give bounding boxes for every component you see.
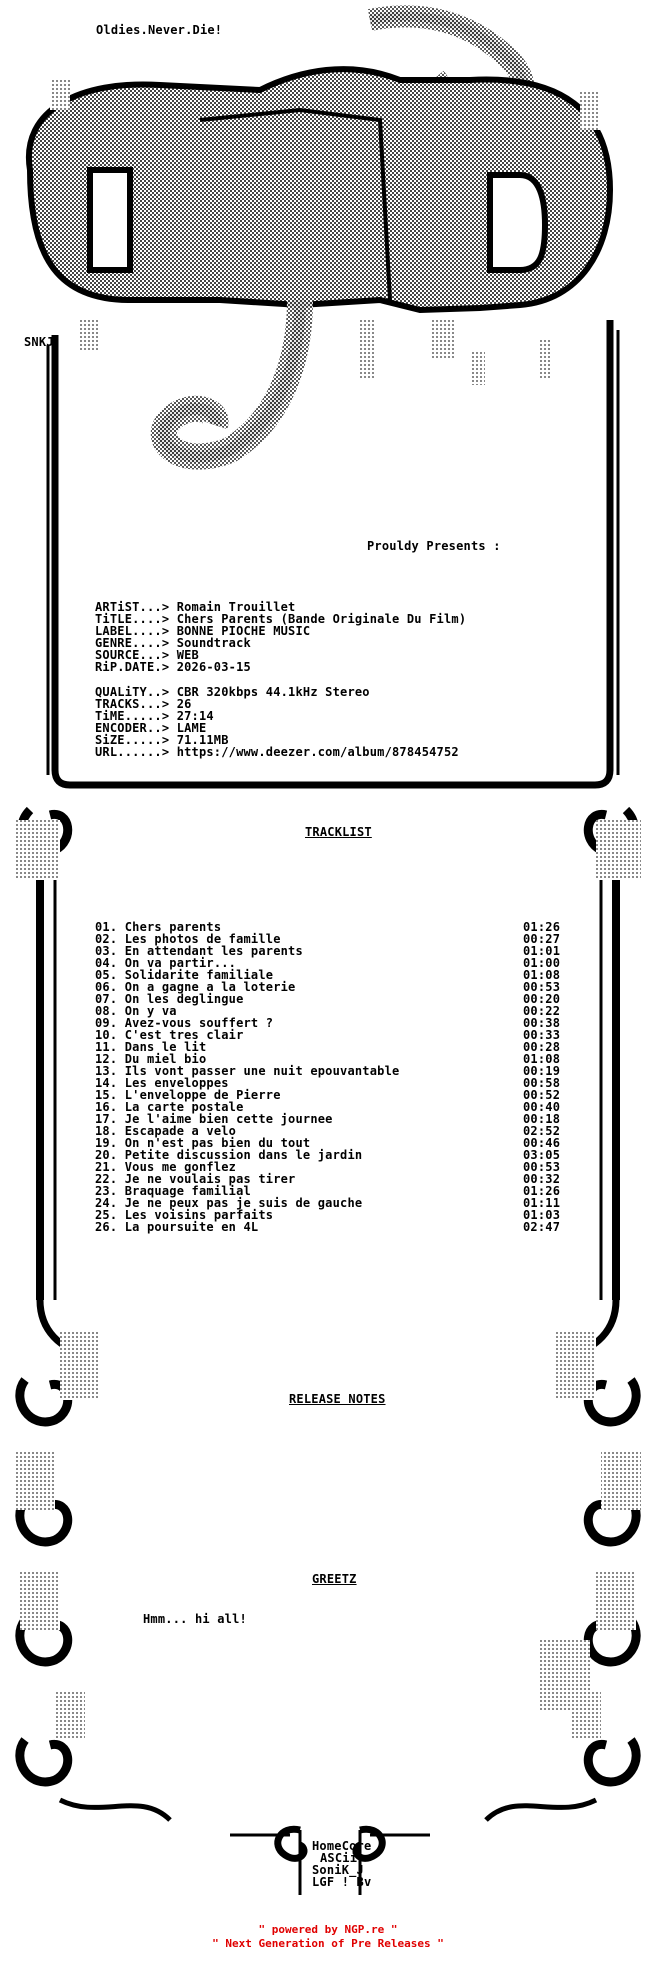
track-duration: 00:18 — [523, 1112, 561, 1126]
track-title: La poursuite en 4L — [124, 1220, 259, 1234]
credit-homecore: HomeCore — [312, 1839, 372, 1853]
info-row-size: SiZE.....> 71.11MB — [95, 733, 229, 747]
track-duration: 00:28 — [523, 1040, 561, 1054]
track-duration: 03:05 — [523, 1148, 561, 1162]
track-number: 21. — [95, 1160, 118, 1174]
track-number: 23. — [95, 1184, 118, 1198]
track-duration: 00:22 — [523, 1004, 561, 1018]
track-number: 01. — [95, 920, 118, 934]
track-title: On n'est pas bien du tout — [124, 1136, 311, 1150]
track-duration: 00:58 — [523, 1076, 561, 1090]
track-title: Petite discussion dans le jardin — [124, 1148, 363, 1162]
release-info — [95, 601, 466, 673]
track-number: 16. — [95, 1100, 118, 1114]
track-title: Les voisins parfaits — [124, 1208, 274, 1222]
track-title: Ils vont passer une nuit epouvantable — [124, 1064, 400, 1078]
track-number: 20. — [95, 1148, 118, 1162]
track-title: Avez-vous souffert ? — [124, 1016, 274, 1030]
track-number: 14. — [95, 1076, 118, 1090]
track-title: C'est tres clair — [124, 1028, 244, 1042]
track-number: 02. — [95, 932, 118, 946]
track-title: On a gagne a la loterie — [124, 980, 296, 994]
track-title: Les photos de famille — [124, 932, 281, 946]
track-number: 13. — [95, 1064, 118, 1078]
track-title: On y va — [124, 1004, 177, 1018]
track-number: 09. — [95, 1016, 118, 1030]
track-title: Du miel bio — [124, 1052, 207, 1066]
credit-ascii: ASCii — [320, 1851, 358, 1865]
track-number: 18. — [95, 1124, 118, 1138]
group-tagline: Oldies.Never.Die! — [96, 23, 223, 37]
track-number: 19. — [95, 1136, 118, 1150]
track-number: 15. — [95, 1088, 118, 1102]
footer-tagline: " Next Generation of Pre Releases " — [212, 1937, 444, 1950]
tracklist — [95, 921, 560, 1233]
track-duration: 02:47 — [523, 1220, 561, 1234]
track-number: 06. — [95, 980, 118, 994]
info-row-quality: QUALiTY..> CBR 320kbps 44.1kHz Stereo — [95, 685, 370, 699]
track-duration: 01:26 — [523, 1184, 561, 1198]
track-title: Je l'aime bien cette journee — [124, 1112, 333, 1126]
track-duration: 00:52 — [523, 1088, 561, 1102]
track-duration: 00:53 — [523, 980, 561, 994]
track-number: 24. — [95, 1196, 118, 1210]
track-duration: 00:40 — [523, 1100, 561, 1114]
track-duration: 01:03 — [523, 1208, 561, 1222]
track-title: L'enveloppe de Pierre — [124, 1088, 281, 1102]
track-title: On les deglingue — [124, 992, 244, 1006]
info-row-url[interactable]: URL......> https://www.deezer.com/album/878454752 — [95, 745, 459, 759]
track-duration: 00:53 — [523, 1160, 561, 1174]
track-number: 11. — [95, 1040, 118, 1054]
info-row-encoder: ENCODER..> LAME — [95, 721, 207, 735]
track-title: Vous me gonflez — [124, 1160, 237, 1174]
ond-logo-art — [29, 16, 610, 456]
track-title: On va partir... — [124, 956, 237, 970]
track-number: 25. — [95, 1208, 118, 1222]
track-title: Escapade a velo — [124, 1124, 237, 1138]
track-title: La carte postale — [124, 1100, 244, 1114]
url-link[interactable]: https://www.deezer.com/album/878454752 — [176, 745, 459, 759]
info-row-tracks: TRACKS...> 26 — [95, 697, 192, 711]
greetz-heading: GREETZ — [312, 1572, 357, 1586]
track-duration: 00:38 — [523, 1016, 561, 1030]
track-duration: 01:08 — [523, 1052, 561, 1066]
info-row-label: LABEL....> BONNE PIOCHE MUSIC — [95, 624, 311, 638]
info-row-time: TiME.....> 27:14 — [95, 709, 214, 723]
artist-credit: SNKJ — [24, 335, 54, 349]
track-title: Les enveloppes — [124, 1076, 229, 1090]
info-row-title: TiTLE....> Chers Parents (Bande Originale Du Film) — [95, 612, 467, 626]
track-duration: 00:19 — [523, 1064, 561, 1078]
track-title: Je ne voulais pas tirer — [124, 1172, 296, 1186]
track-duration: 01:08 — [523, 968, 561, 982]
info-row-source: SOURCE...> WEB — [95, 648, 199, 662]
info-row-artist: ARTiST...> Romain Trouillet — [95, 600, 296, 614]
greetz-text: Hmm... hi all! — [143, 1612, 247, 1626]
credit-sonik: SoniK_J — [312, 1863, 364, 1877]
info-row-genre: GENRE....> Soundtrack — [95, 636, 251, 650]
track-number: 22. — [95, 1172, 118, 1186]
track-duration: 00:32 — [523, 1172, 561, 1186]
track-duration: 01:01 — [523, 944, 561, 958]
presents-text: Prouldy Presents : — [367, 539, 501, 553]
release-notes-heading: RELEASE NOTES — [289, 1392, 386, 1406]
credit-lgf: LGF ! Bv — [312, 1875, 372, 1889]
track-title: Solidarite familiale — [124, 968, 274, 982]
track-number: 10. — [95, 1028, 118, 1042]
track-title: Chers parents — [124, 920, 222, 934]
info-row-ripdate: RiP.DATE.> 2026-03-15 — [95, 660, 251, 674]
track-title: Je ne peux pas je suis de gauche — [124, 1196, 363, 1210]
track-duration: 00:46 — [523, 1136, 561, 1150]
track-duration: 00:33 — [523, 1028, 561, 1042]
track-duration: 02:52 — [523, 1124, 561, 1138]
track-number: 08. — [95, 1004, 118, 1018]
track-duration: 00:20 — [523, 992, 561, 1006]
track-number: 26. — [95, 1220, 118, 1234]
track-duration: 00:27 — [523, 932, 561, 946]
track-number: 05. — [95, 968, 118, 982]
track-duration: 01:11 — [523, 1196, 561, 1210]
track-number: 12. — [95, 1052, 118, 1066]
track-title: Braquage familial — [124, 1184, 251, 1198]
track-title: En attendant les parents — [124, 944, 303, 958]
tracklist-heading: TRACKLIST — [305, 825, 372, 839]
track-number: 17. — [95, 1112, 118, 1126]
track-duration: 01:26 — [523, 920, 561, 934]
footer-powered-by: " powered by NGP.re " — [258, 1923, 398, 1936]
track-duration: 01:00 — [523, 956, 561, 970]
tech-info — [95, 686, 459, 758]
track-number: 03. — [95, 944, 118, 958]
track-title: Dans le lit — [124, 1040, 207, 1054]
track-number: 04. — [95, 956, 118, 970]
track-number: 07. — [95, 992, 118, 1006]
track-row — [95, 1221, 560, 1233]
